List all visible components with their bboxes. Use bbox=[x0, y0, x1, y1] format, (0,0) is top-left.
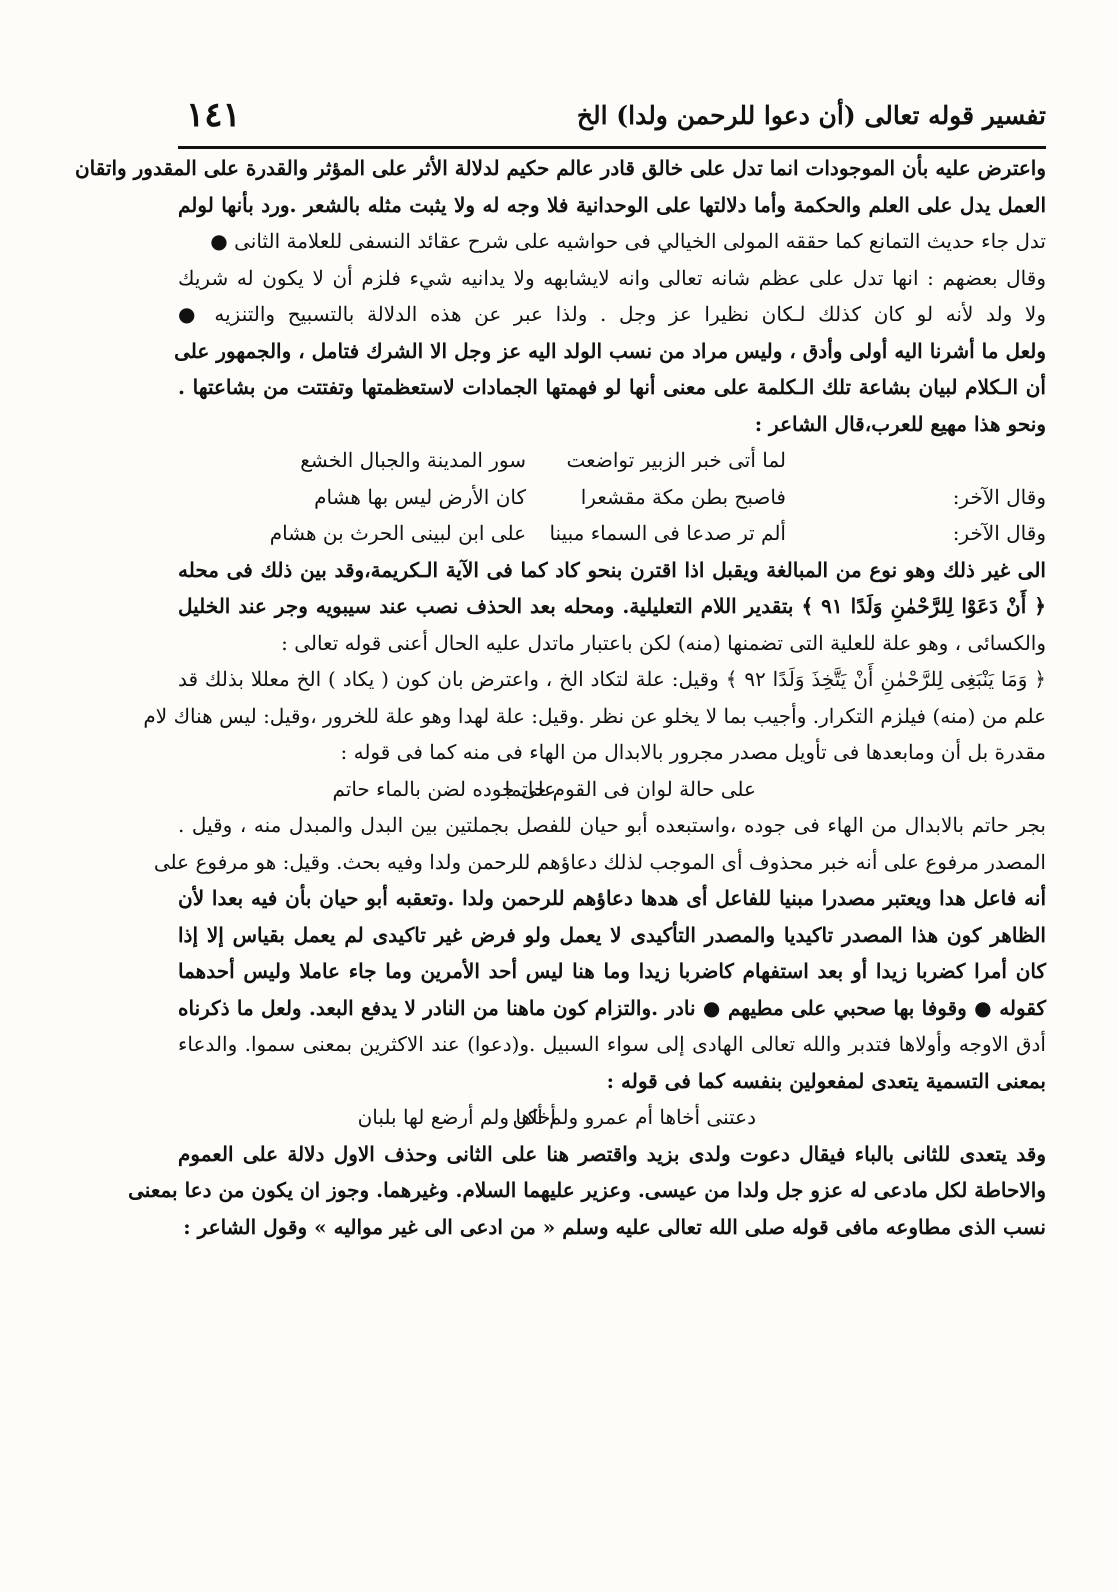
verse-hemistich-first: دعتنى أخاها أم عمرو ولم أكن bbox=[512, 1105, 756, 1129]
verse-hemistich-second: على جوده لضن بالماء حاتم bbox=[332, 776, 556, 801]
text-line: والاحاطة لكل مادعى له عزو جل ولدا من عيسى. وعزير عليهما السلام. وغيرهما. وجوز ان يكون من دعا بمعنى bbox=[128, 1178, 1046, 1202]
verse-line bbox=[178, 771, 1046, 808]
verse-line bbox=[178, 515, 1046, 552]
verse-hemistich-second: سور المدينة والجبال الخشع bbox=[300, 448, 526, 472]
verse-hemistich-first: لما أتى خبر الزبير تواضعت bbox=[566, 448, 786, 472]
text-line: بجر حاتم بالابدال من الهاء فى جوده ،واستبعده أبو حيان للفصل بجملتين بين البدل والمبدل منه ، وقيل . bbox=[178, 813, 1046, 837]
text-line: كان أمرا كضربا زيدا أو بعد استفهام كاضربا زيدا وما هنا ليس أحد الأمرين وما جاء عاملا وليس أحدهما bbox=[178, 959, 1046, 983]
text-line: المصدر مرفوع على أنه خبر محذوف أى الموجب لذلك دعاؤهم للرحمن ولدا وفيه بحث. وقيل: هو مرفوع على bbox=[153, 849, 1046, 874]
text-line: أدق الاوجه وأولاها فتدبر والله تعالى الهادى إلى سواء السبيل .و(دعوا) عند الاكثرين بمعنى سموا. والدعاء bbox=[178, 1032, 1046, 1056]
text-line: الظاهر كون هذا المصدر تاكيديا والمصدر التأكيدى لا يعمل ولو فرض غير تاكيدى لم يعمل بقياس إلا إذا bbox=[178, 922, 1046, 947]
text-line: كقوله ● وقوفا بها صحبي على مطيهم ● نادر .والتزام كون ماهنا من النادر لا يدفع البعد. ولعل ما ذكرناه bbox=[178, 995, 1046, 1020]
text-line: ونحو هذا مهيع للعرب،قال الشاعر : bbox=[754, 411, 1046, 436]
verse-hemistich-first: على حالة لوان فى القوم حاتما bbox=[504, 776, 756, 801]
text-line: تدل جاء حديث التمانع كما حققه المولى الخيالي فى حواشيه على شرح عقائد النسفى للعلامة الثانى ● bbox=[210, 229, 1046, 253]
text-line: نسب الذى مطاوعه مافى قوله صلى الله تعالى عليه وسلم « من ادعى الى غير مواليه » وقول الشاعر : bbox=[183, 1214, 1046, 1239]
page-header bbox=[178, 95, 1046, 143]
verse-line bbox=[178, 1099, 1046, 1136]
text-line: وقال بعضهم : انها تدل على عظم شانه تعالى وانه لايشابهه ولا يدانيه شيء فلزم أن لا يكون له شريك bbox=[178, 265, 1046, 290]
text-line: وقد يتعدى للثانى بالباء فيقال دعوت ولدى بزيد واقتصر هنا على الثانى وحذف الاول دلالة على العموم bbox=[178, 1141, 1046, 1166]
text-line: علم من (منه) فيلزم التكرار. وأجيب بما لا يخلو عن نظر .وقيل: علة لهدا وهو علة للخرور ،وقيل: ليس هناك لام bbox=[143, 703, 1046, 728]
text-line: ولعل ما أشرنا اليه أولى وأدق ، وليس مراد من نسب الولد اليه عز وجل الا الشرك فتامل ، والجمهور على bbox=[174, 338, 1046, 363]
running-title: تفسير قوله تعالى (أن دعوا للرحمن ولدا) الخ bbox=[576, 101, 1046, 130]
verse-intro: وقال الآخر: bbox=[952, 521, 1046, 545]
quran-verse-line: ﴿ وَمَا يَنْبَغِى لِلرَّحْمٰنِ أَنْ يَتَّخِذَ وَلَدًا ٩٢ ﴾ وقيل: علة لتكاد الخ ، واعترض بان كون ( يكاد ) الخ معللا بذلك قد bbox=[178, 667, 1046, 691]
text-line: والكسائى ، وهو علة للعلية التى تضمنها (منه) لكن باعتبار ماتدل عليه الحال أعنى قوله تعالى : bbox=[281, 630, 1046, 655]
quran-verse-line: ﴿ أَنْ دَعَوْا لِلرَّحْمٰنِ وَلَدًا ٩١ ﴾ بتقدير اللام التعليلية. ومحله بعد الحذف نصب عند سيبويه وجر عند الخليل bbox=[178, 594, 1046, 618]
verse-intro: وقال الآخر: bbox=[952, 484, 1046, 509]
page-body bbox=[74, 150, 1046, 1245]
header-rule bbox=[178, 146, 1046, 149]
text-line: واعترض عليه بأن الموجودات انما تدل على خالق قادر عالم حكيم لدلالة الأثر على المؤثر والقدرة على المقدور واتقان bbox=[74, 156, 1046, 180]
verse-hemistich-second: كان الأرض ليس بها هشام bbox=[314, 484, 526, 509]
verse-line bbox=[178, 442, 1046, 479]
verse-hemistich-first: فاصبح بطن مكة مقشعرا bbox=[580, 484, 786, 509]
text-line: ولا ولد لأنه لو كان كذلك لـكان نظيرا عز وجل . ولذا عبر عن هذه الدلالة بالتسبيح والتنزيه ● bbox=[178, 302, 1046, 326]
page-number: ١٤١ bbox=[186, 95, 241, 135]
text-line: مقدرة بل أن ومابعدها فى تأويل مصدر مجرور بالابدال من الهاء فى منه كما فى قوله : bbox=[340, 740, 1046, 764]
text-line: العمل يدل على العلم والحكمة وأما دلالتها على الوحدانية فلا وجه له ولا يثبت مثله بالشعر .ورد بأنها لولم bbox=[178, 192, 1046, 217]
text-line: أنه فاعل هدا ويعتبر مصدرا مبنيا للفاعل أى هدها دعاؤهم للرحمن ولدا .وتعقبه أبو حيان بأن فيه بعدا لأن bbox=[178, 886, 1046, 910]
verse-hemistich-second: على ابن لبينى الحرث بن هشام bbox=[269, 521, 526, 545]
text-line: بمعنى التسمية يتعدى لمفعولين بنفسه كما فى قوله : bbox=[606, 1068, 1046, 1093]
verse-hemistich-first: ألم تر صدعا فى السماء مبينا bbox=[549, 521, 786, 545]
verse-line bbox=[178, 479, 1046, 516]
verse-hemistich-second: أخاها ولم أرضع لها بلبان bbox=[357, 1105, 556, 1129]
text-line: أن الـكلام لبيان بشاعة تلك الـكلمة على معنى أنها لو فهمتها الجمادات لاستعظمتها وتفتتت من بشاعتها . bbox=[178, 375, 1046, 399]
text-line: الى غير ذلك وهو نوع من المبالغة ويقبل اذا اقترن بنحو كاد كما فى الآية الـكريمة،وقد بين ذلك فى محله bbox=[178, 557, 1046, 582]
